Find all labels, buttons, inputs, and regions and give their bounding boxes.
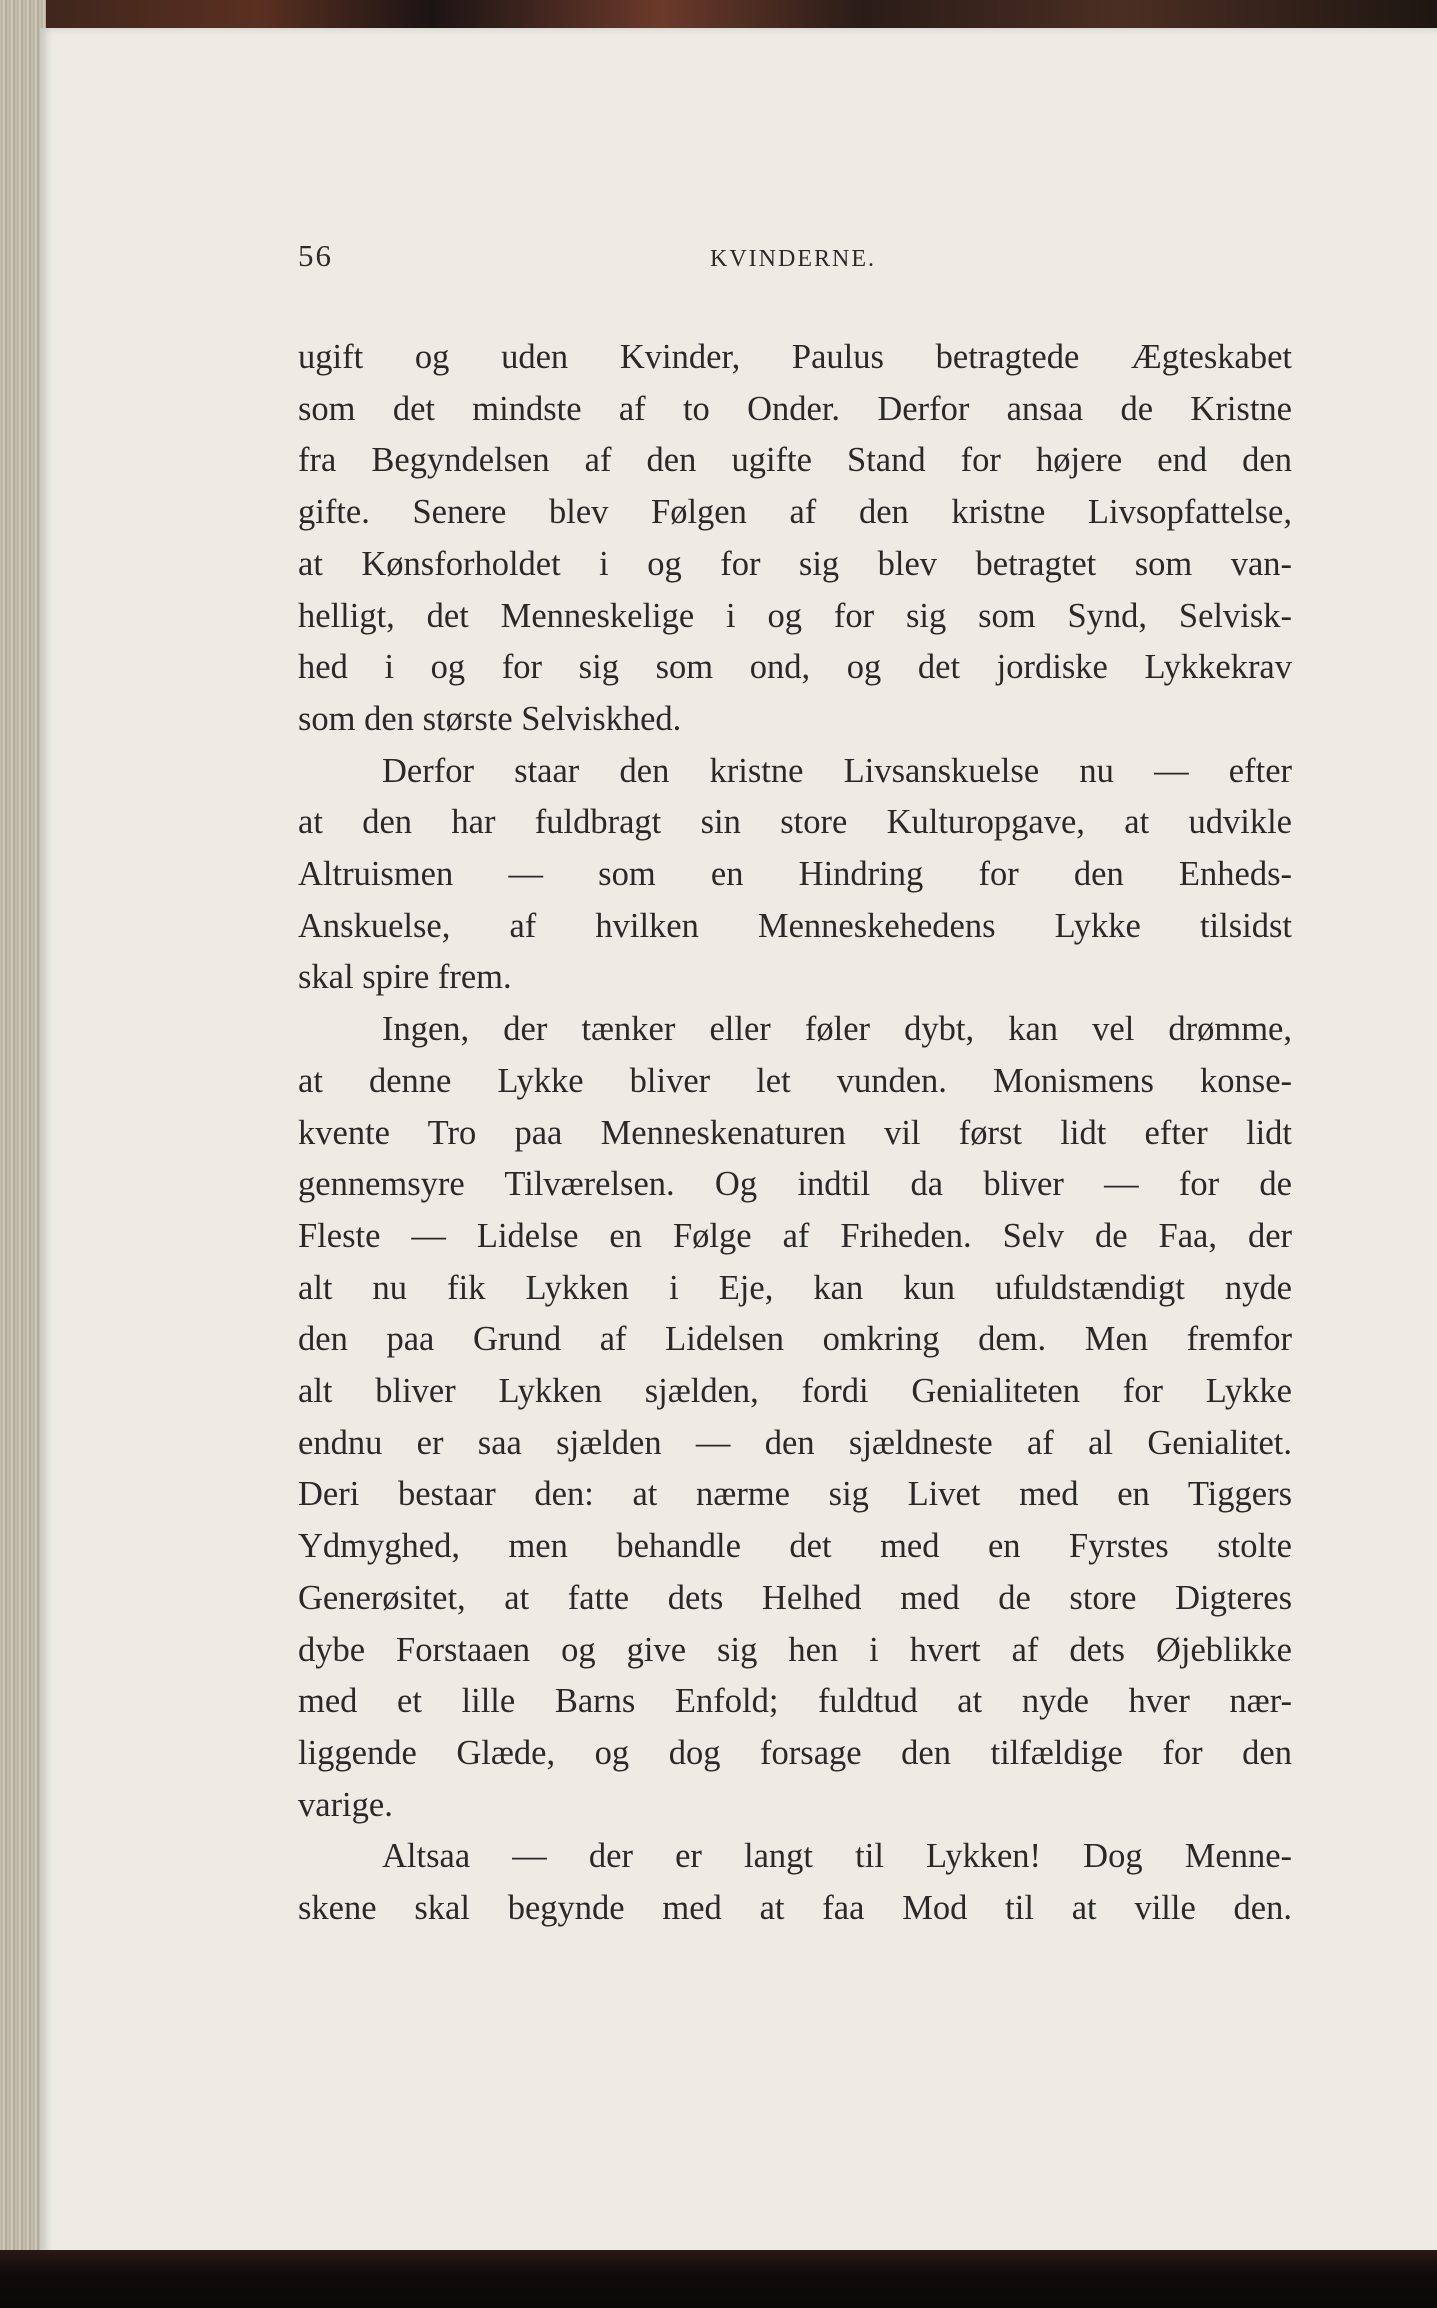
text-line: den paa Grund af Lidelsen omkring dem. Men fremfor [298, 1320, 1292, 1359]
text-line: Generøsitet, at fatte dets Helhed med de store Digteres [298, 1578, 1292, 1617]
text-line: med et lille Barns Enfold; fuldtud at nyde hver nær- [298, 1682, 1292, 1721]
text-line: Derfor staar den kristne Livsanskuelse nu — efter [382, 751, 1292, 790]
text-line: liggende Glæde, og dog forsage den tilfældige for den [298, 1733, 1292, 1772]
text-line: som det mindste af to Onder. Derfor ansaa de Kristne [298, 389, 1292, 428]
text-line: alt nu fik Lykken i Eje, kan kun ufuldstændigt nyde [298, 1268, 1292, 1307]
page-number: 56 [298, 238, 333, 273]
text-line: at denne Lykke bliver let vunden. Monismens konse- [298, 1061, 1292, 1100]
text-line: fra Begyndelsen af den ugifte Stand for højere end den [298, 441, 1292, 480]
text-line: at den har fuldbragt sin store Kulturopgave, at udvikle [298, 803, 1292, 842]
text-line: gifte. Senere blev Følgen af den kristne Livsopfattelse, [298, 493, 1292, 532]
text-line: Fleste — Lidelse en Følge af Friheden. Selv de Faa, der [298, 1216, 1292, 1255]
text-line: skene skal begynde med at faa Mod til at ville den. [298, 1889, 1292, 1928]
text-line: Ingen, der tænker eller føler dybt, kan vel drømme, [382, 1010, 1292, 1049]
body-text [298, 332, 1292, 1935]
text-line: helligt, det Menneskelige i og for sig som Synd, Selvisk- [298, 596, 1292, 635]
text-line: endnu er saa sjælden — den sjældneste af al Genialitet. [298, 1423, 1292, 1462]
page-header [298, 238, 1292, 278]
text-line: dybe Forstaaen og give sig hen i hvert af dets Øjeblikke [298, 1630, 1292, 1669]
text-line: at Kønsforholdet i og for sig blev betragtet som van- [298, 544, 1292, 583]
text-line: kvente Tro paa Menneskenaturen vil først lidt efter lidt [298, 1113, 1292, 1152]
text-line: ugift og uden Kvinder, Paulus betragtede Ægteskabet [298, 338, 1292, 376]
running-title: KVINDERNE. [710, 246, 876, 272]
text-line: Ydmyghed, men behandle det med en Fyrstes stolte [298, 1527, 1292, 1566]
text-line: Altsaa — der er langt til Lykken! Dog Menne- [382, 1837, 1292, 1876]
text-line: som den største Selviskhed. [298, 699, 682, 738]
text-line: alt bliver Lykken sjælden, fordi Genialiteten for Lykke [298, 1372, 1292, 1411]
text-line: gennemsyre Tilværelsen. Og indtil da bliver — for de [298, 1165, 1292, 1204]
text-line: Anskuelse, af hvilken Menneskehedens Lykke tilsidst [298, 906, 1292, 945]
text-line: Altruismen — som en Hindring for den Enheds- [298, 855, 1292, 894]
book-edge-bottom [0, 2250, 1437, 2308]
text-line: varige. [298, 1785, 393, 1824]
text-line: Deri bestaar den: at nærme sig Livet med en Tiggers [298, 1475, 1292, 1514]
text-line: skal spire frem. [298, 958, 512, 997]
text-line: hed i og for sig som ond, og det jordiske Lykkekrav [298, 648, 1292, 687]
